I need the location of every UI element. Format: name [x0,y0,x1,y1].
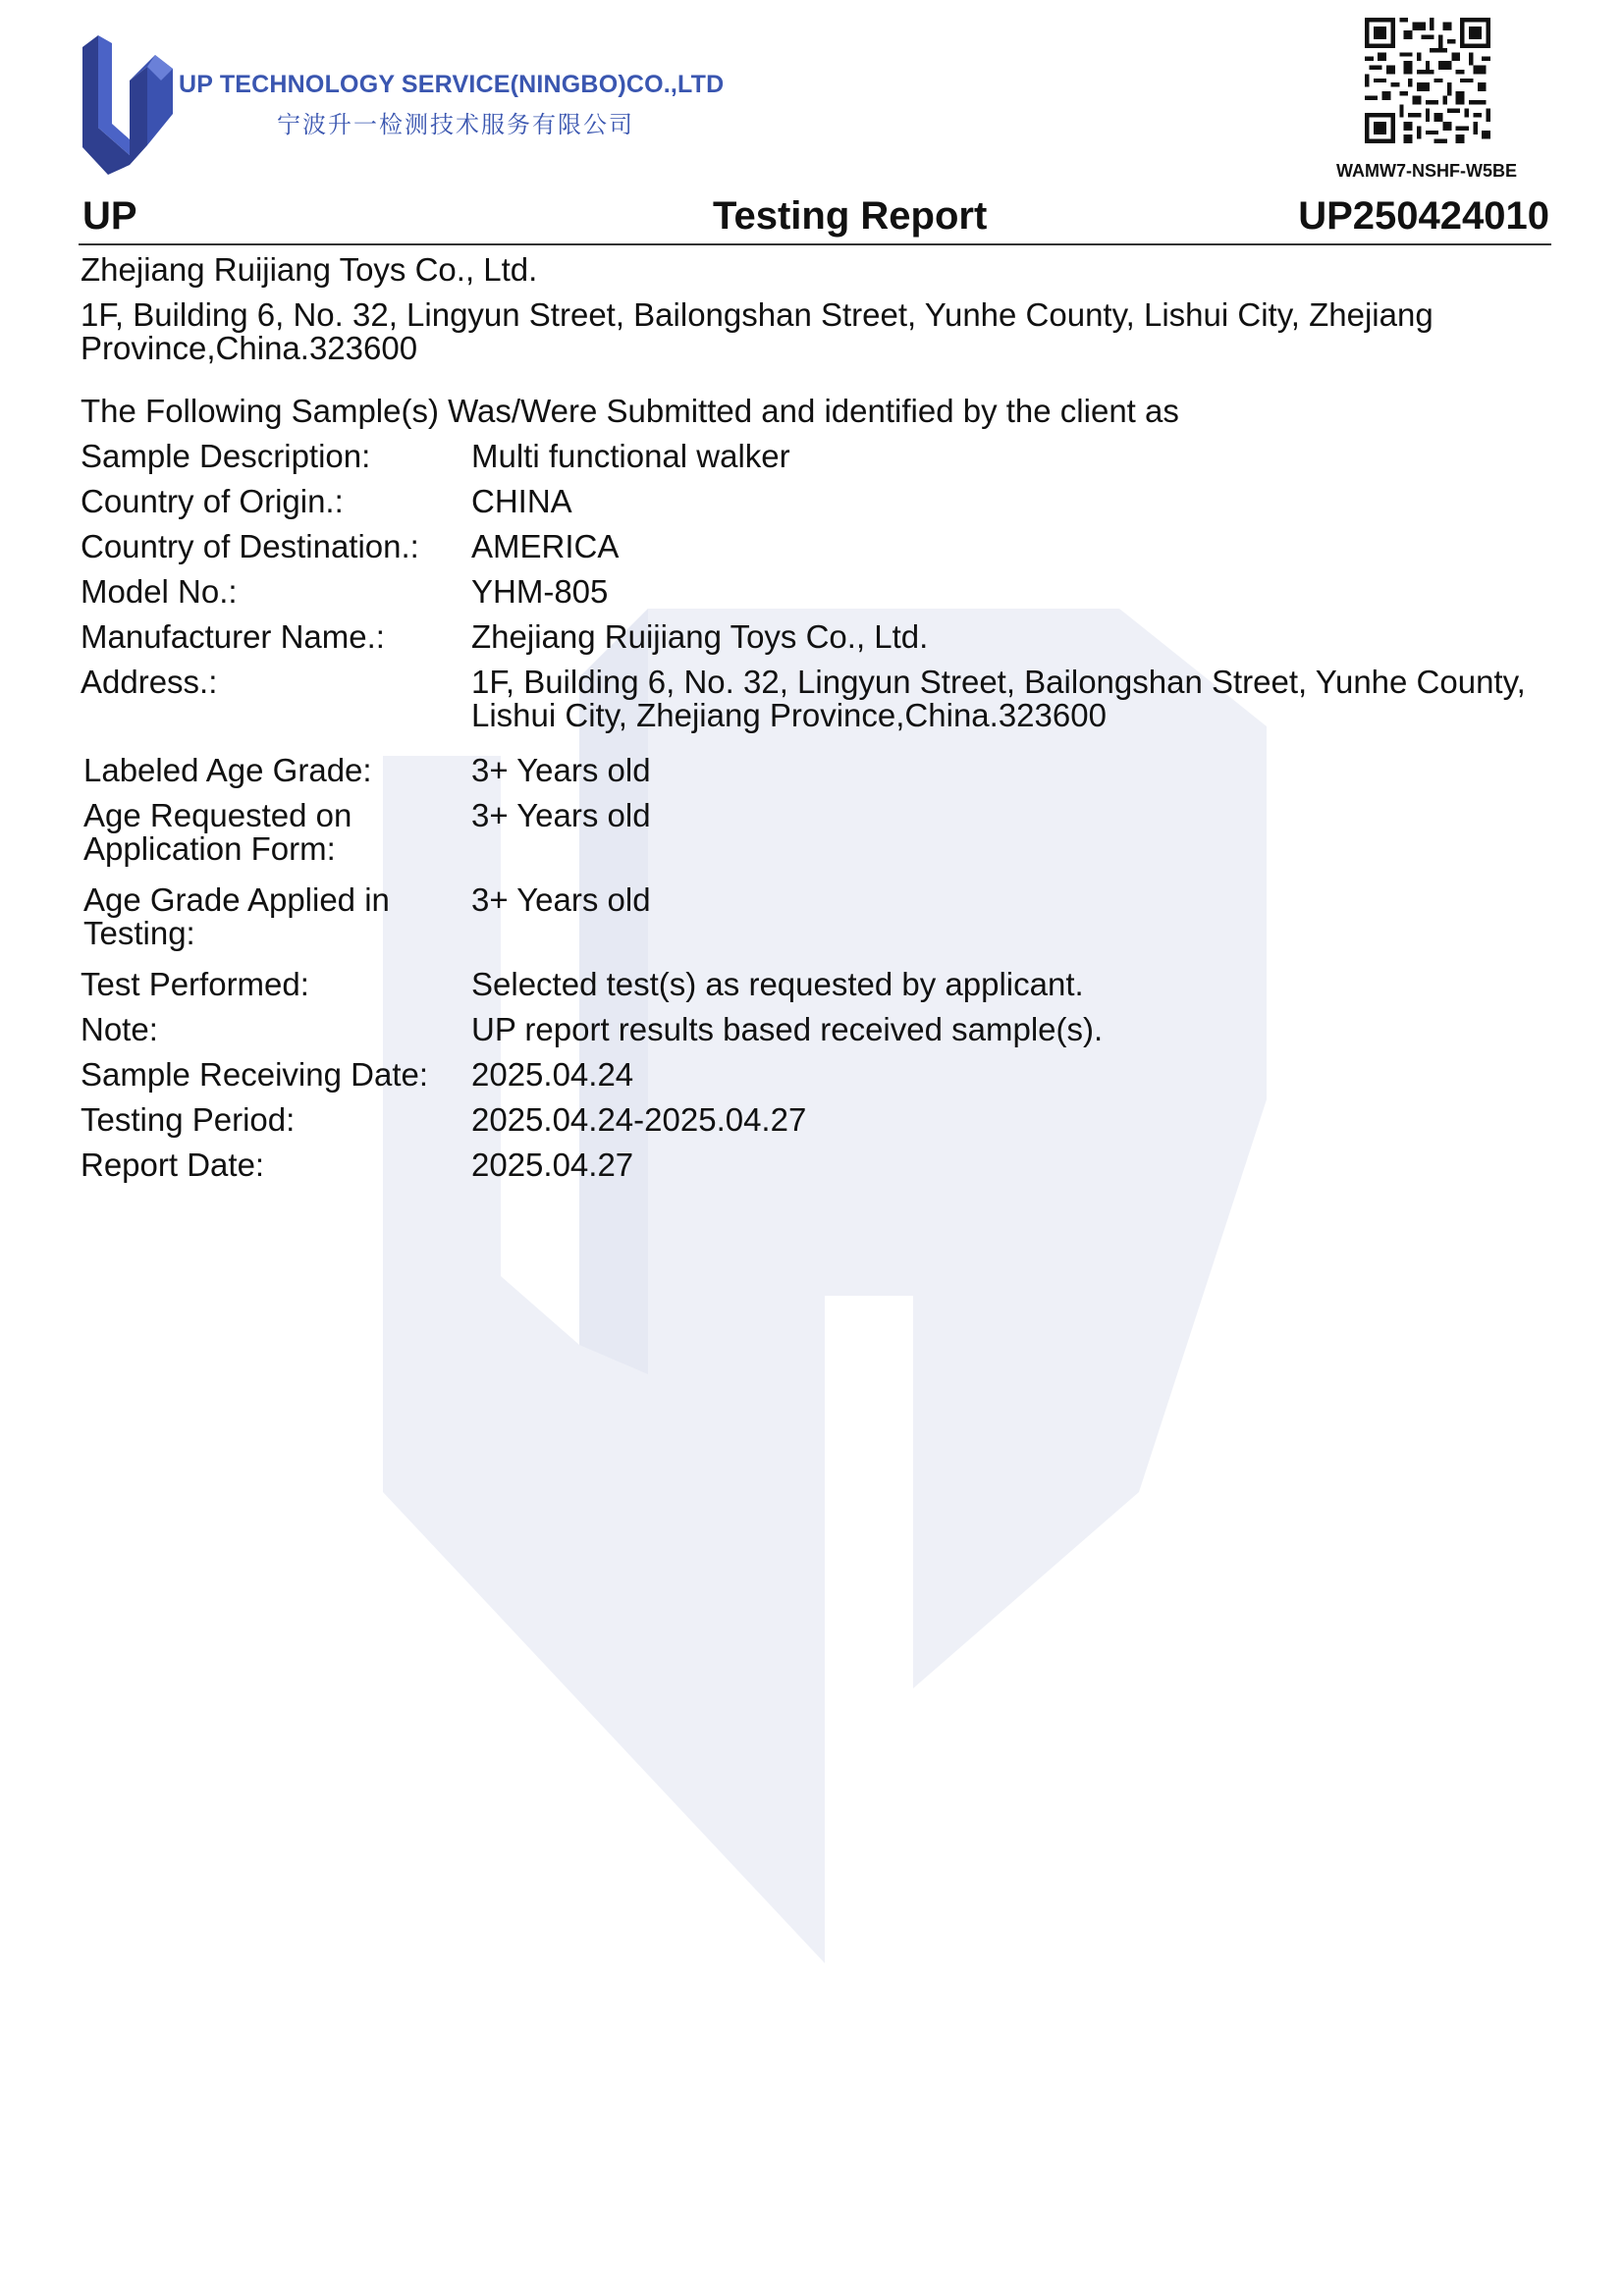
field-model-no [81,575,1553,609]
qr-code-id: WAMW7-NSHF-W5BE [1336,161,1517,181]
field-report-date [81,1148,1553,1182]
field-test-performed [81,968,1553,1001]
field-sample-receiving-date [81,1058,1553,1092]
field-value: Zhejiang Ruijiang Toys Co., Ltd. [471,618,929,655]
field-note [81,1013,1553,1046]
field-label: Note: [81,1011,158,1047]
field-value: 3+ Years old [471,881,651,918]
page-title: Testing Report [713,194,988,238]
report-body [81,253,1553,1182]
field-value: Multi functional walker [471,438,790,474]
field-country-of-destination [81,530,1553,563]
field-value: UP report results based received sample(s). [471,1011,1104,1047]
field-value: 3+ Years old [471,797,651,833]
field-testing-period [81,1103,1553,1137]
field-manufacturer-name [81,620,1553,654]
field-value: 3+ Years old [471,752,651,788]
report-number: UP250424010 [1298,194,1549,238]
field-value: 2025.04.27 [471,1147,634,1183]
intro-text: The Following Sample(s) Was/Were Submitted and identified by the client as [81,393,1179,429]
report-header [0,0,1623,255]
up-logo-icon [79,29,177,177]
title-row [79,192,1551,245]
field-age-grade-testing [81,883,1553,950]
field-label: Labeled Age Grade: [83,752,372,788]
field-label: Age Requested on Application Form: [83,797,352,867]
field-label: Sample Description: [81,438,371,474]
field-label: Report Date: [81,1147,265,1183]
field-labeled-age-grade [81,754,1553,787]
field-label: Address.: [81,664,218,700]
qr-code-icon[interactable] [1365,18,1490,143]
field-label: Country of Origin.: [81,483,344,519]
field-label: Country of Destination.: [81,528,419,564]
field-sample-description [81,440,1553,473]
field-value: 1F, Building 6, No. 32, Lingyun Street, Bailongshan Street, Yunhe County, Lishui City, Zhejiang Province,China.323600 [471,664,1526,733]
field-label: Manufacturer Name.: [81,618,385,655]
client-address: 1F, Building 6, No. 32, Lingyun Street, Bailongshan Street, Yunhe County, Lishui City, Zhejiang Province,China.323600 [81,296,1434,366]
client-name: Zhejiang Ruijiang Toys Co., Ltd. [81,251,538,288]
field-age-requested [81,799,1553,866]
company-name-cn: 宁波升一检测技术服务有限公司 [277,112,634,138]
field-value: CHINA [471,483,572,519]
field-label: Test Performed: [81,966,309,1002]
field-label: Sample Receiving Date: [81,1056,429,1093]
field-value: Selected test(s) as requested by applicant. [471,966,1084,1002]
field-value: 2025.04.24 [471,1056,634,1093]
field-label: Age Grade Applied in Testing: [83,881,390,951]
field-country-of-origin [81,485,1553,518]
field-label: Testing Period: [81,1101,296,1138]
field-value: 2025.04.24-2025.04.27 [471,1101,807,1138]
company-name-en: UP TECHNOLOGY SERVICE(NINGBO)CO.,LTD [179,71,725,98]
brand-label: UP [82,194,137,238]
field-value: YHM-805 [471,573,609,610]
field-address [81,666,1553,732]
field-label: Model No.: [81,573,238,610]
field-value: AMERICA [471,528,620,564]
